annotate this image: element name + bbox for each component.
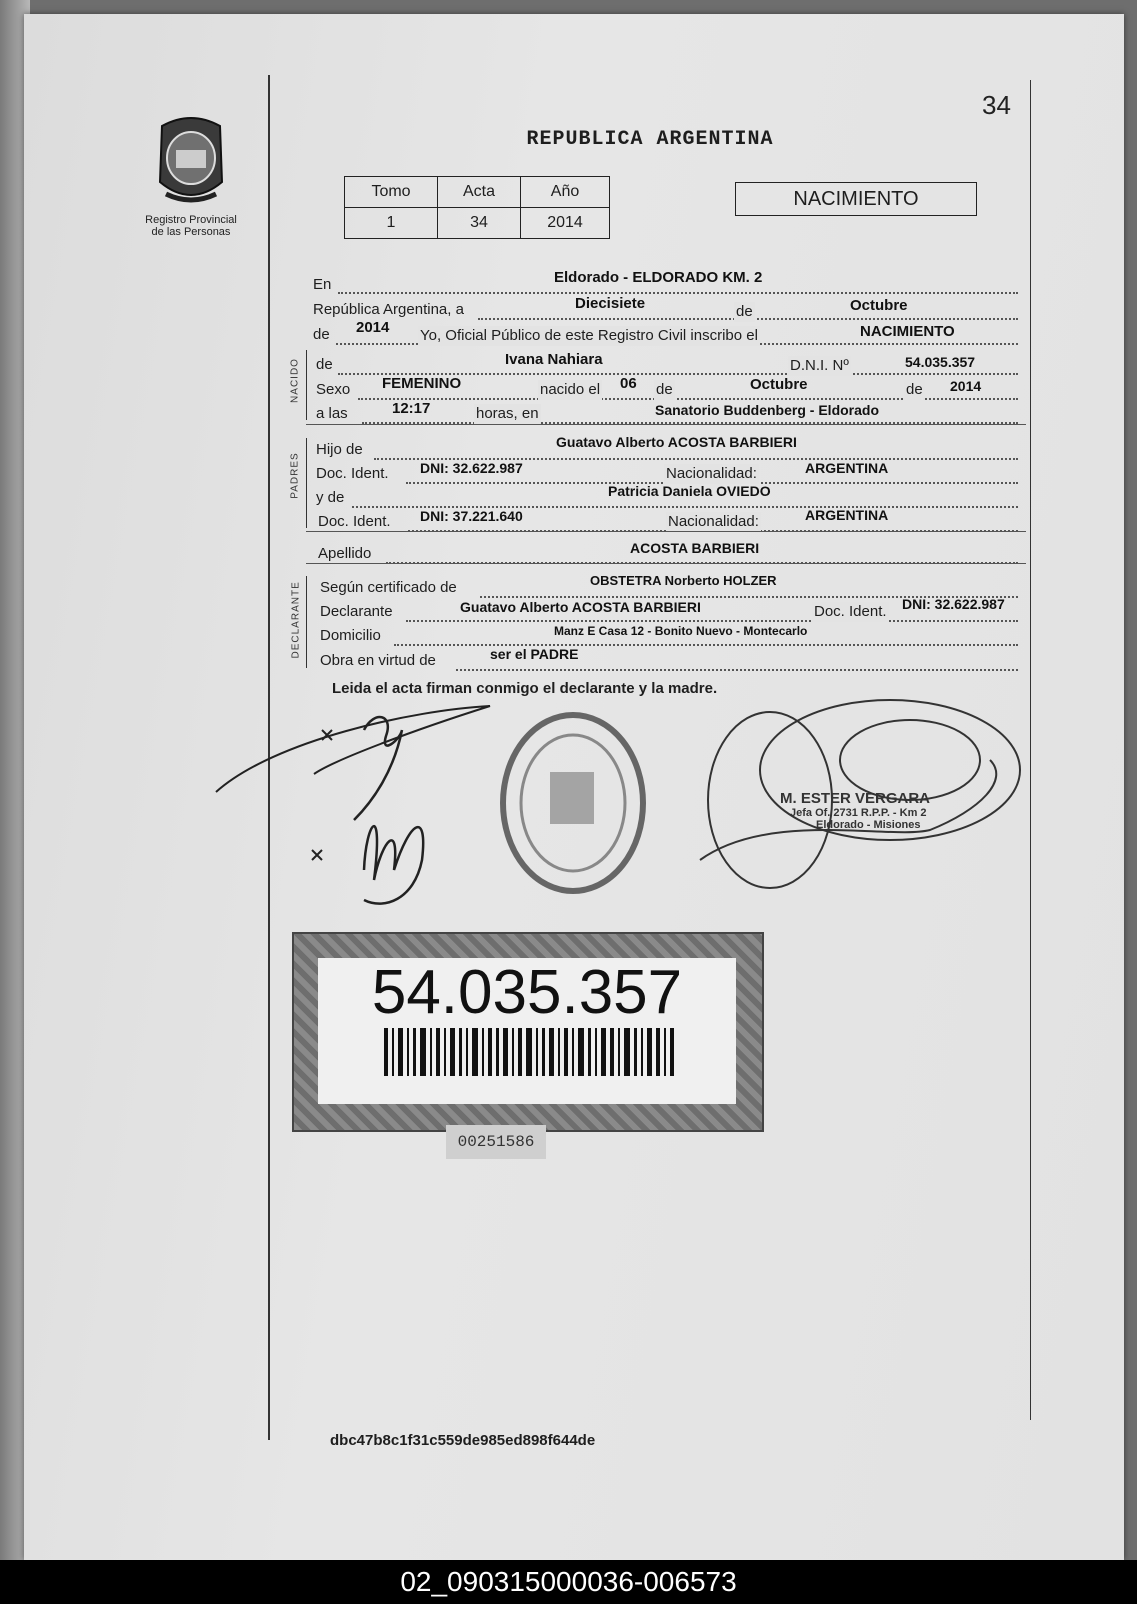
father-name: Guatavo Alberto ACOSTA BARBIERI <box>556 434 797 450</box>
provincial-seal-icon <box>152 112 230 206</box>
country-title: REPUBLICA ARGENTINA <box>526 128 774 151</box>
ano-header: Año <box>521 177 610 208</box>
scan-file-id: 02_090315000036-006573 <box>0 1560 1137 1604</box>
y-de-label: y de <box>316 489 345 506</box>
obra-value: ser el PADRE <box>490 646 579 662</box>
obra-label: Obra en virtud de <box>320 652 436 669</box>
nacido-el-label: nacido el <box>540 381 601 398</box>
birth-year: 2014 <box>950 378 982 394</box>
section-divider <box>306 424 1026 425</box>
birth-day: 06 <box>620 375 637 392</box>
declarante-doc: DNI: 32.622.987 <box>902 596 1005 612</box>
dni-label: D.N.I. Nº <box>790 357 849 374</box>
father-doc-label: Doc. Ident. <box>316 465 389 482</box>
page-number: 34 <box>982 90 1011 120</box>
acta-header: Acta <box>438 177 521 208</box>
father-nationality-label: Nacionalidad: <box>666 465 757 482</box>
padres-section-label: PADRES <box>289 452 301 499</box>
declarante-label: Declarante <box>320 603 393 620</box>
birth-place: Sanatorio Buddenberg - Eldorado <box>655 402 880 418</box>
mother-nationality: ARGENTINA <box>805 507 889 523</box>
horas-label: horas, en <box>476 405 539 422</box>
registry-name <box>118 214 264 238</box>
section-bracket <box>306 576 307 668</box>
document-hash: dbc47b8c1f31c559de985ed898f644de <box>330 1432 596 1449</box>
republica-label: República Argentina, a <box>313 301 464 318</box>
serial-number: 00251586 <box>446 1125 546 1159</box>
child-dni: 54.035.357 <box>905 354 976 370</box>
act-month: Octubre <box>850 297 908 314</box>
official-stamp <box>780 790 930 831</box>
tomo-header: Tomo <box>345 177 438 208</box>
father-doc: DNI: 32.622.987 <box>420 460 523 476</box>
nacido-section-label: NACIDO <box>289 358 301 403</box>
certificado-label: Según certificado de <box>320 579 457 596</box>
act-de-label: de <box>736 303 753 320</box>
birth-month: Octubre <box>750 376 808 393</box>
signature-declarante <box>214 700 504 940</box>
section-divider <box>306 563 1026 564</box>
official-office: Jefa Of. 2731 R.P.P. - Km 2 <box>790 807 927 819</box>
child-sex: FEMENINO <box>382 375 462 392</box>
book-value-row <box>345 208 610 239</box>
official-location: Eldorado - Misiones <box>816 819 921 831</box>
record-type-box: NACIMIENTO <box>735 182 977 216</box>
dotted-line <box>394 642 1018 646</box>
declarante-section-label: DECLARANTE <box>290 581 302 659</box>
mother-name: Patricia Daniela OVIEDO <box>608 483 771 499</box>
birth-de-label: de <box>656 381 673 398</box>
act-place: Eldorado - ELDORADO KM. 2 <box>554 269 763 286</box>
birth-hour: 12:17 <box>392 400 431 417</box>
dotted-line <box>338 290 1018 294</box>
child-name: Ivana Nahiara <box>505 351 603 368</box>
certificado-value: OBSTETRA Norberto HOLZER <box>590 573 777 588</box>
sexo-label: Sexo <box>316 381 351 398</box>
official-name: M. ESTER VERGARA <box>780 790 931 807</box>
mother-doc: DNI: 37.221.640 <box>420 508 523 524</box>
barcode <box>384 1028 674 1076</box>
mother-doc-label: Doc. Ident. <box>318 513 391 530</box>
domicilio-value: Manz E Casa 12 - Bonito Nuevo - Montecarlo <box>554 624 808 638</box>
act-inscribe: NACIMIENTO <box>860 323 955 340</box>
act-day: Diecisiete <box>575 295 646 312</box>
section-bracket <box>306 350 307 420</box>
ano-value: 2014 <box>521 208 610 239</box>
oficial-label: Yo, Oficial Público de este Registro Civil inscribo el <box>420 327 758 344</box>
alas-label: a las <box>316 405 348 422</box>
nacido-de-label: de <box>316 356 333 373</box>
closing-statement: Leida el acta firman conmigo el declarante y la madre. <box>332 680 718 697</box>
father-nationality: ARGENTINA <box>805 460 889 476</box>
apellido-value: ACOSTA BARBIERI <box>630 540 760 556</box>
section-divider <box>306 531 1026 532</box>
registry-line-1: Registro Provincial <box>145 214 237 226</box>
acta-value: 34 <box>438 208 521 239</box>
registry-line-2: de las Personas <box>151 226 231 238</box>
birth-de2-label: de <box>906 381 923 398</box>
en-label: En <box>313 276 332 293</box>
book-header-row <box>345 177 610 208</box>
apellido-label: Apellido <box>318 545 372 562</box>
declarante-name: Guatavo Alberto ACOSTA BARBIERI <box>460 599 701 615</box>
act-year-label: de <box>313 326 330 343</box>
domicilio-label: Domicilio <box>320 627 381 644</box>
act-year: 2014 <box>356 319 390 336</box>
hijo-de-label: Hijo de <box>316 441 363 458</box>
dni-number: 54.035.357 <box>371 958 683 1027</box>
declarante-doc-label: Doc. Ident. <box>814 603 887 620</box>
tomo-value: 1 <box>345 208 438 239</box>
official-round-stamp <box>498 708 648 898</box>
book-reference-table <box>344 176 610 239</box>
mother-nationality-label: Nacionalidad: <box>668 513 759 530</box>
section-bracket <box>306 438 307 528</box>
dotted-line <box>456 667 1018 671</box>
